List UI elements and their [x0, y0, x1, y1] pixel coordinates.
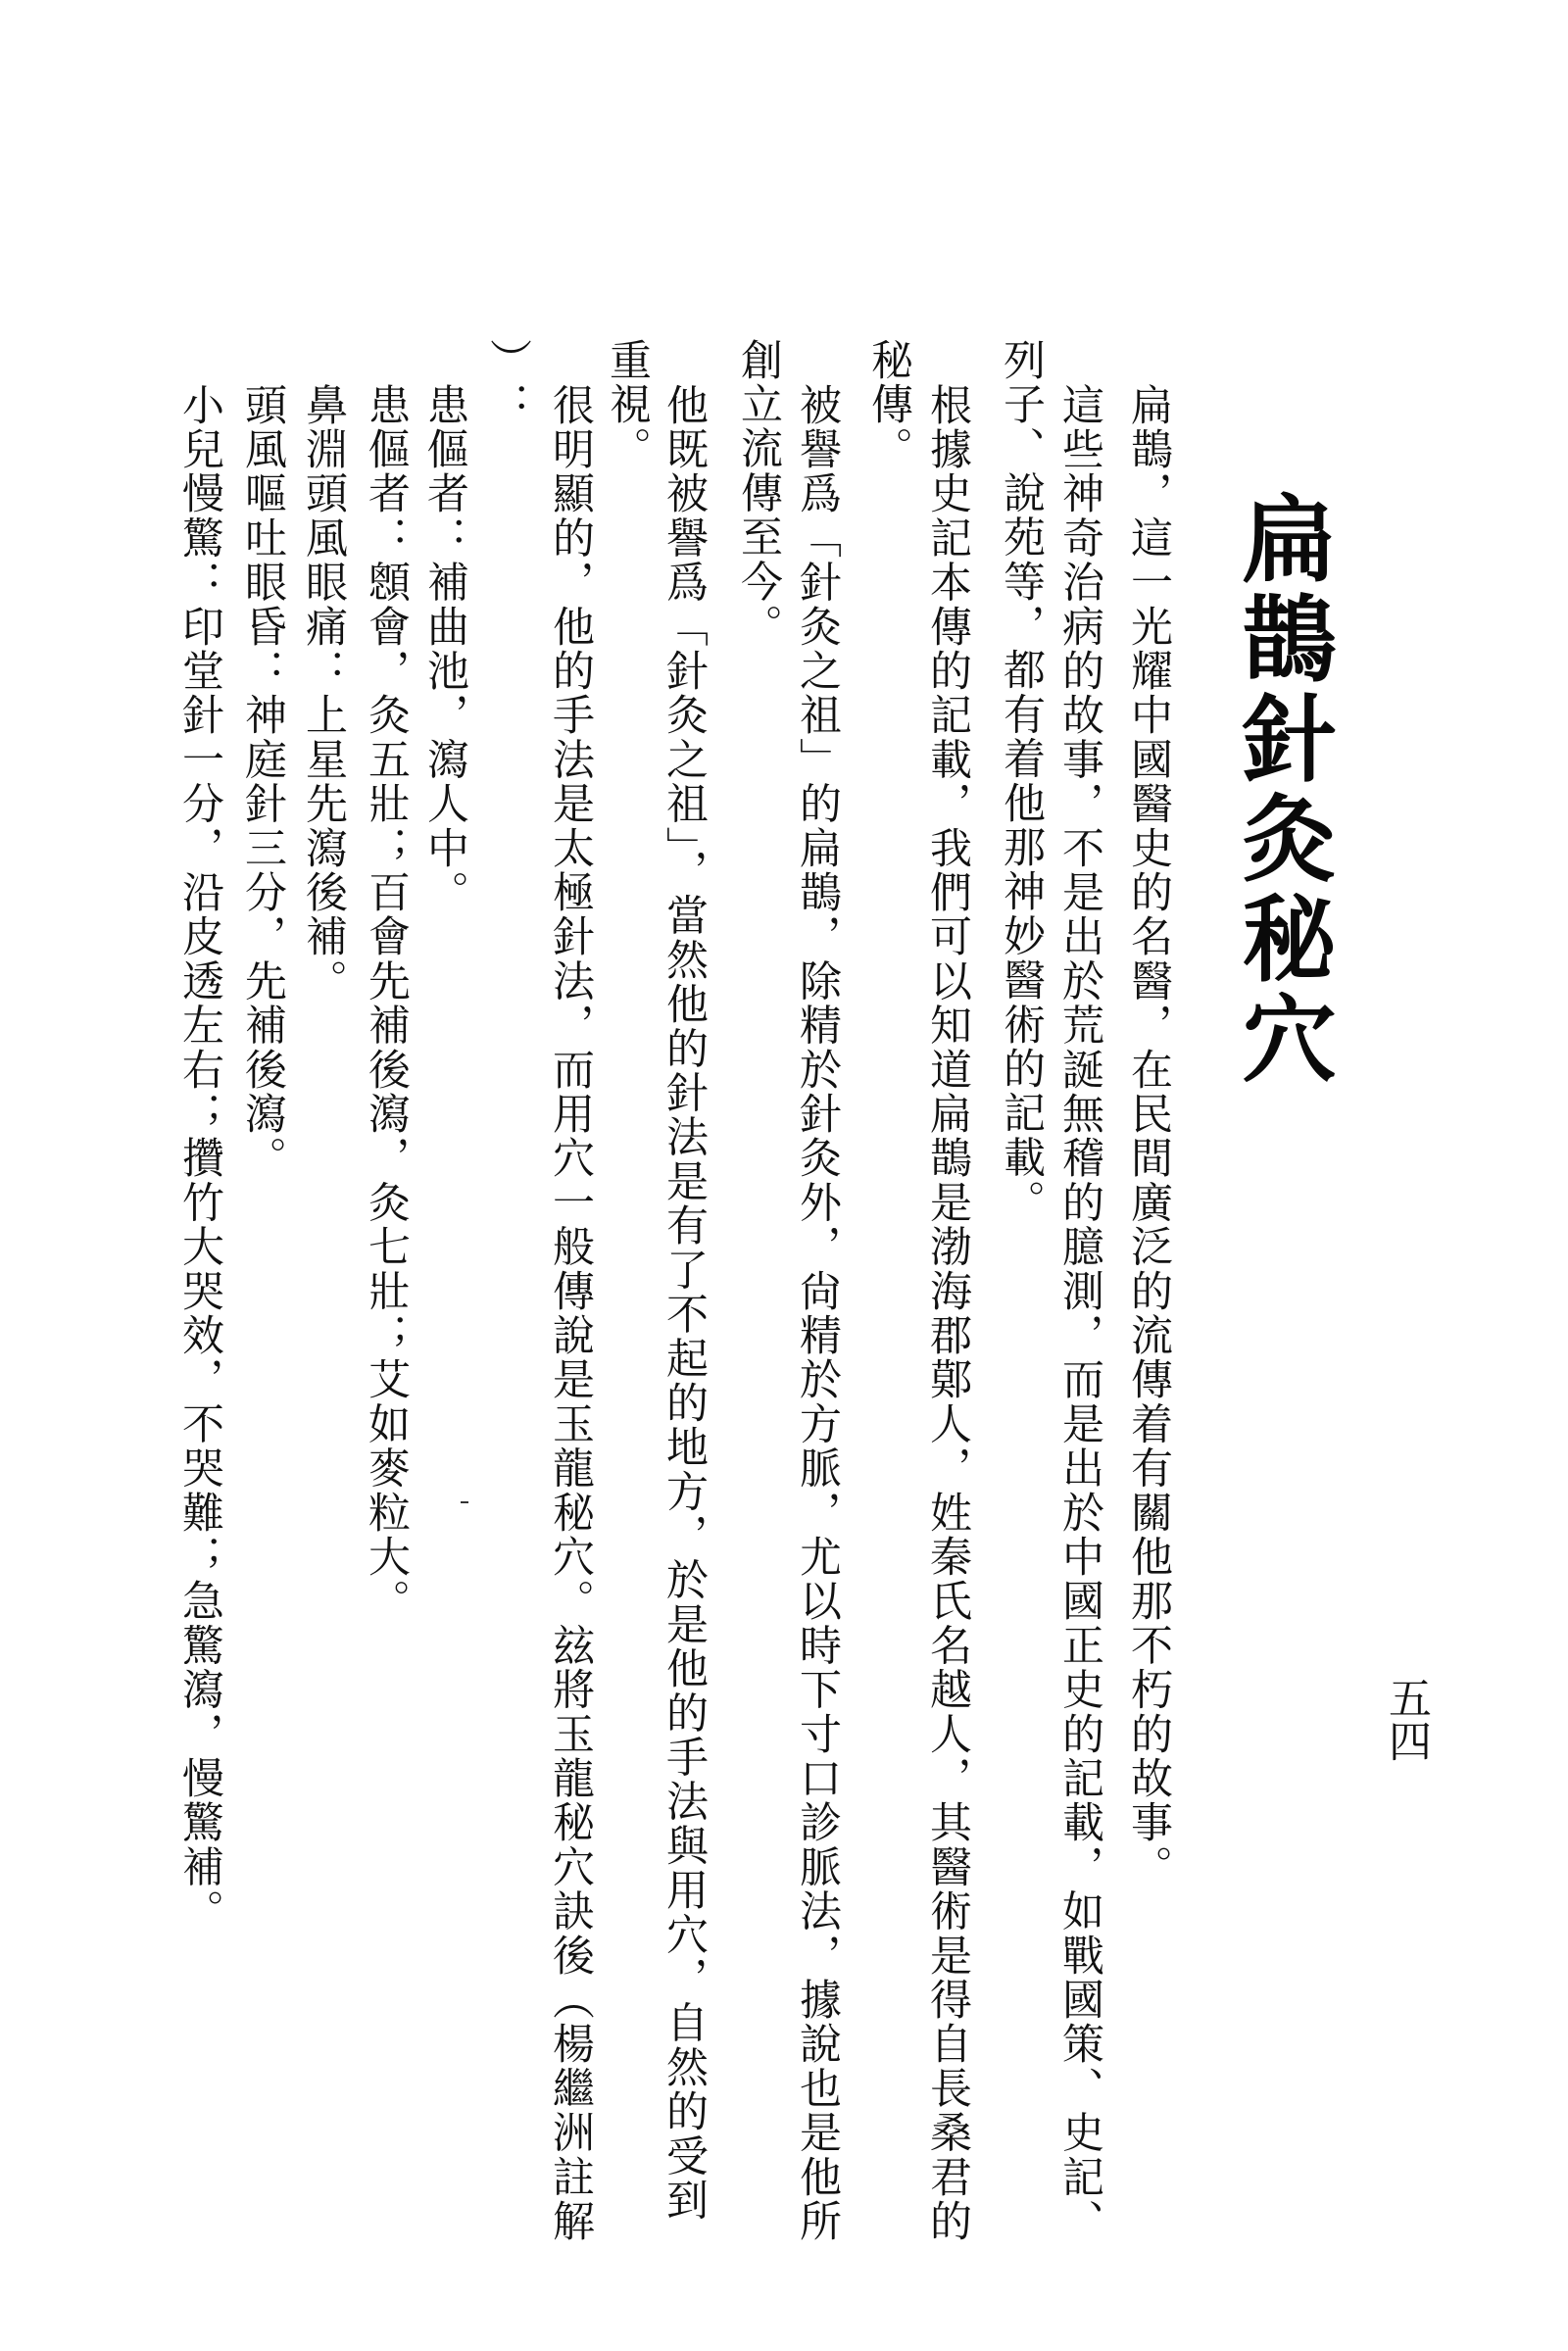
text-column: 這些神奇治病的故事，不是出於荒誕無稽的臆測，而是出於中國正史的記載，如戰國策、史記、	[1055, 383, 1104, 2244]
text-column: 他既被譽爲「針灸之祖」，當然他的針法是有了不起的地方，於是他的手法與用穴，自然的受到	[660, 383, 709, 2223]
text-column: 重視。	[603, 338, 652, 471]
text-column: 根據史記本傳的記載，我們可以知道扁鵲是渤海郡鄚人，姓秦氏名越人，其醫術是得自長桑君的	[923, 383, 972, 2244]
text-column: ）：	[483, 338, 532, 427]
text-column: 扁鵲，這一光耀中國醫史的名醫，在民間廣泛的流傳着有關他那不朽的故事。	[1124, 383, 1173, 1889]
text-column: 列子、說苑等，都有着他那神妙醫術的記載。	[997, 338, 1046, 1224]
text-column: 頭風嘔吐眼昏：神庭針三分，先補後瀉。	[238, 383, 287, 1181]
text-column: 患傴者：補曲池，瀉人中。	[420, 383, 469, 915]
text-column: 很明顯的，他的手法是太極針法，而用穴一般傳說是玉龍秘穴。玆將玉龍秘穴訣後（楊繼洲註解	[546, 383, 595, 2244]
page-number: 五四	[1381, 1676, 1431, 1762]
text-column: 小兒慢驚：印堂針一分，沿皮透左右；攢竹大哭效，不哭難；急驚瀉，慢驚補。	[175, 383, 224, 1934]
text-column: 秘傳。	[864, 338, 913, 471]
text-column: 鼻淵頭風眼痛：上星先瀉後補。	[299, 383, 348, 1004]
text-column: 創立流傳至今。	[734, 338, 783, 649]
divider-mark	[461, 1501, 468, 1503]
page-title: 扁鵲針灸秘穴	[1227, 490, 1338, 1090]
text-column: 患傴者：顖會，灸五壯；百會先補後瀉，灸七壯；艾如麥粒大。	[362, 383, 411, 1624]
text-column: 被譽爲「針灸之祖」的扁鵲，除精於針灸外，尙精於方脈，尤以時下寸口診脈法，據說也是他所	[793, 383, 842, 2244]
